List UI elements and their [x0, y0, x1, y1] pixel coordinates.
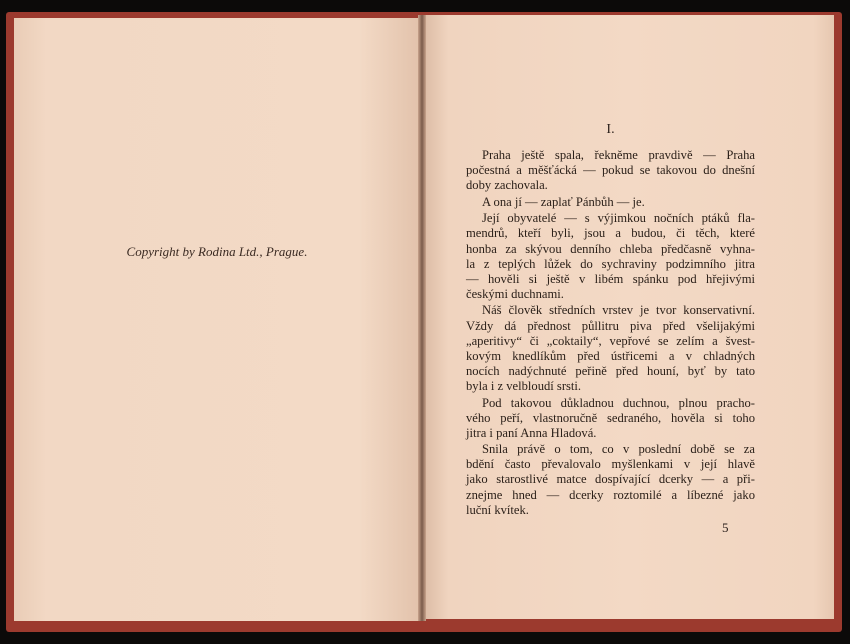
- text-line: kovým knedlíkům před ústřicemi a v chladných: [466, 348, 755, 363]
- text-line: jako starostlivé matce dospívající dcerky — a při-: [466, 472, 755, 487]
- paragraph: [466, 195, 755, 210]
- text-line: počestná a měšťácká — pokud se takovou do dnešní: [466, 163, 755, 178]
- left-page: [14, 18, 420, 621]
- text-line: luční kvítek.: [466, 502, 529, 517]
- text-line: byla i z velbloudí srsti.: [466, 378, 582, 393]
- text-line: Vždy dá přednost půllitru piva před všelijakými: [466, 318, 755, 333]
- text-line: la z teplých lůžek do sychraviny podzimního jitra: [466, 256, 755, 271]
- copyright-notice: Copyright by Rodina Ltd., Prague.: [126, 244, 308, 259]
- text-line: doby zachovala.: [466, 178, 548, 193]
- text-line: — hověli si ještě v libém spánku pod hřejivými: [466, 271, 755, 286]
- text-line: nocích nadýchnuté peřině před houní, byť by tato: [466, 363, 755, 378]
- paragraph: [466, 442, 755, 517]
- paragraph: [466, 148, 755, 193]
- paragraph: [466, 211, 755, 302]
- text-line: Pod takovou důkladnou duchnou, plnou pracho-: [482, 395, 755, 410]
- text-line: českými duchnami.: [466, 286, 564, 301]
- text-line: mendrů, kteří byli, jsou a budou, či těch, které: [466, 226, 755, 241]
- paragraph: [466, 396, 755, 441]
- text-line: Její obyvatelé — s výjimkou nočních ptáků fla-: [482, 211, 755, 226]
- text-line: znejme hned — dcerky roztomilé a líbezné jako: [466, 487, 755, 502]
- text-line: jitra i paní Anna Hladová.: [466, 425, 597, 440]
- chapter-heading: I.: [606, 122, 615, 137]
- body-text: [466, 148, 755, 519]
- text-line: vého peří, vlastnoručně sedraného, hověla si toho: [466, 410, 755, 425]
- page-number: 5: [722, 520, 729, 535]
- text-line: Snila právě o tom, co v poslední době se za: [482, 442, 755, 457]
- text-line: honba za skývou denního chleba předčasně vyhna-: [466, 241, 755, 256]
- text-line: „aperitivy“ či „coktaily“, vepřové se zelím a švest-: [466, 333, 755, 348]
- paragraph: [466, 303, 755, 394]
- text-line: Praha ještě spala, řekněme pravdivě — Praha: [482, 148, 755, 162]
- text-line: bdění často převalovalo myšlenkami v její hlavě: [466, 457, 755, 472]
- book-gutter: [418, 15, 426, 621]
- text-line: A ona jí — zaplať Pánbůh — je.: [482, 194, 645, 209]
- text-line: Náš člověk středních vrstev je tvor konservativní.: [482, 303, 755, 318]
